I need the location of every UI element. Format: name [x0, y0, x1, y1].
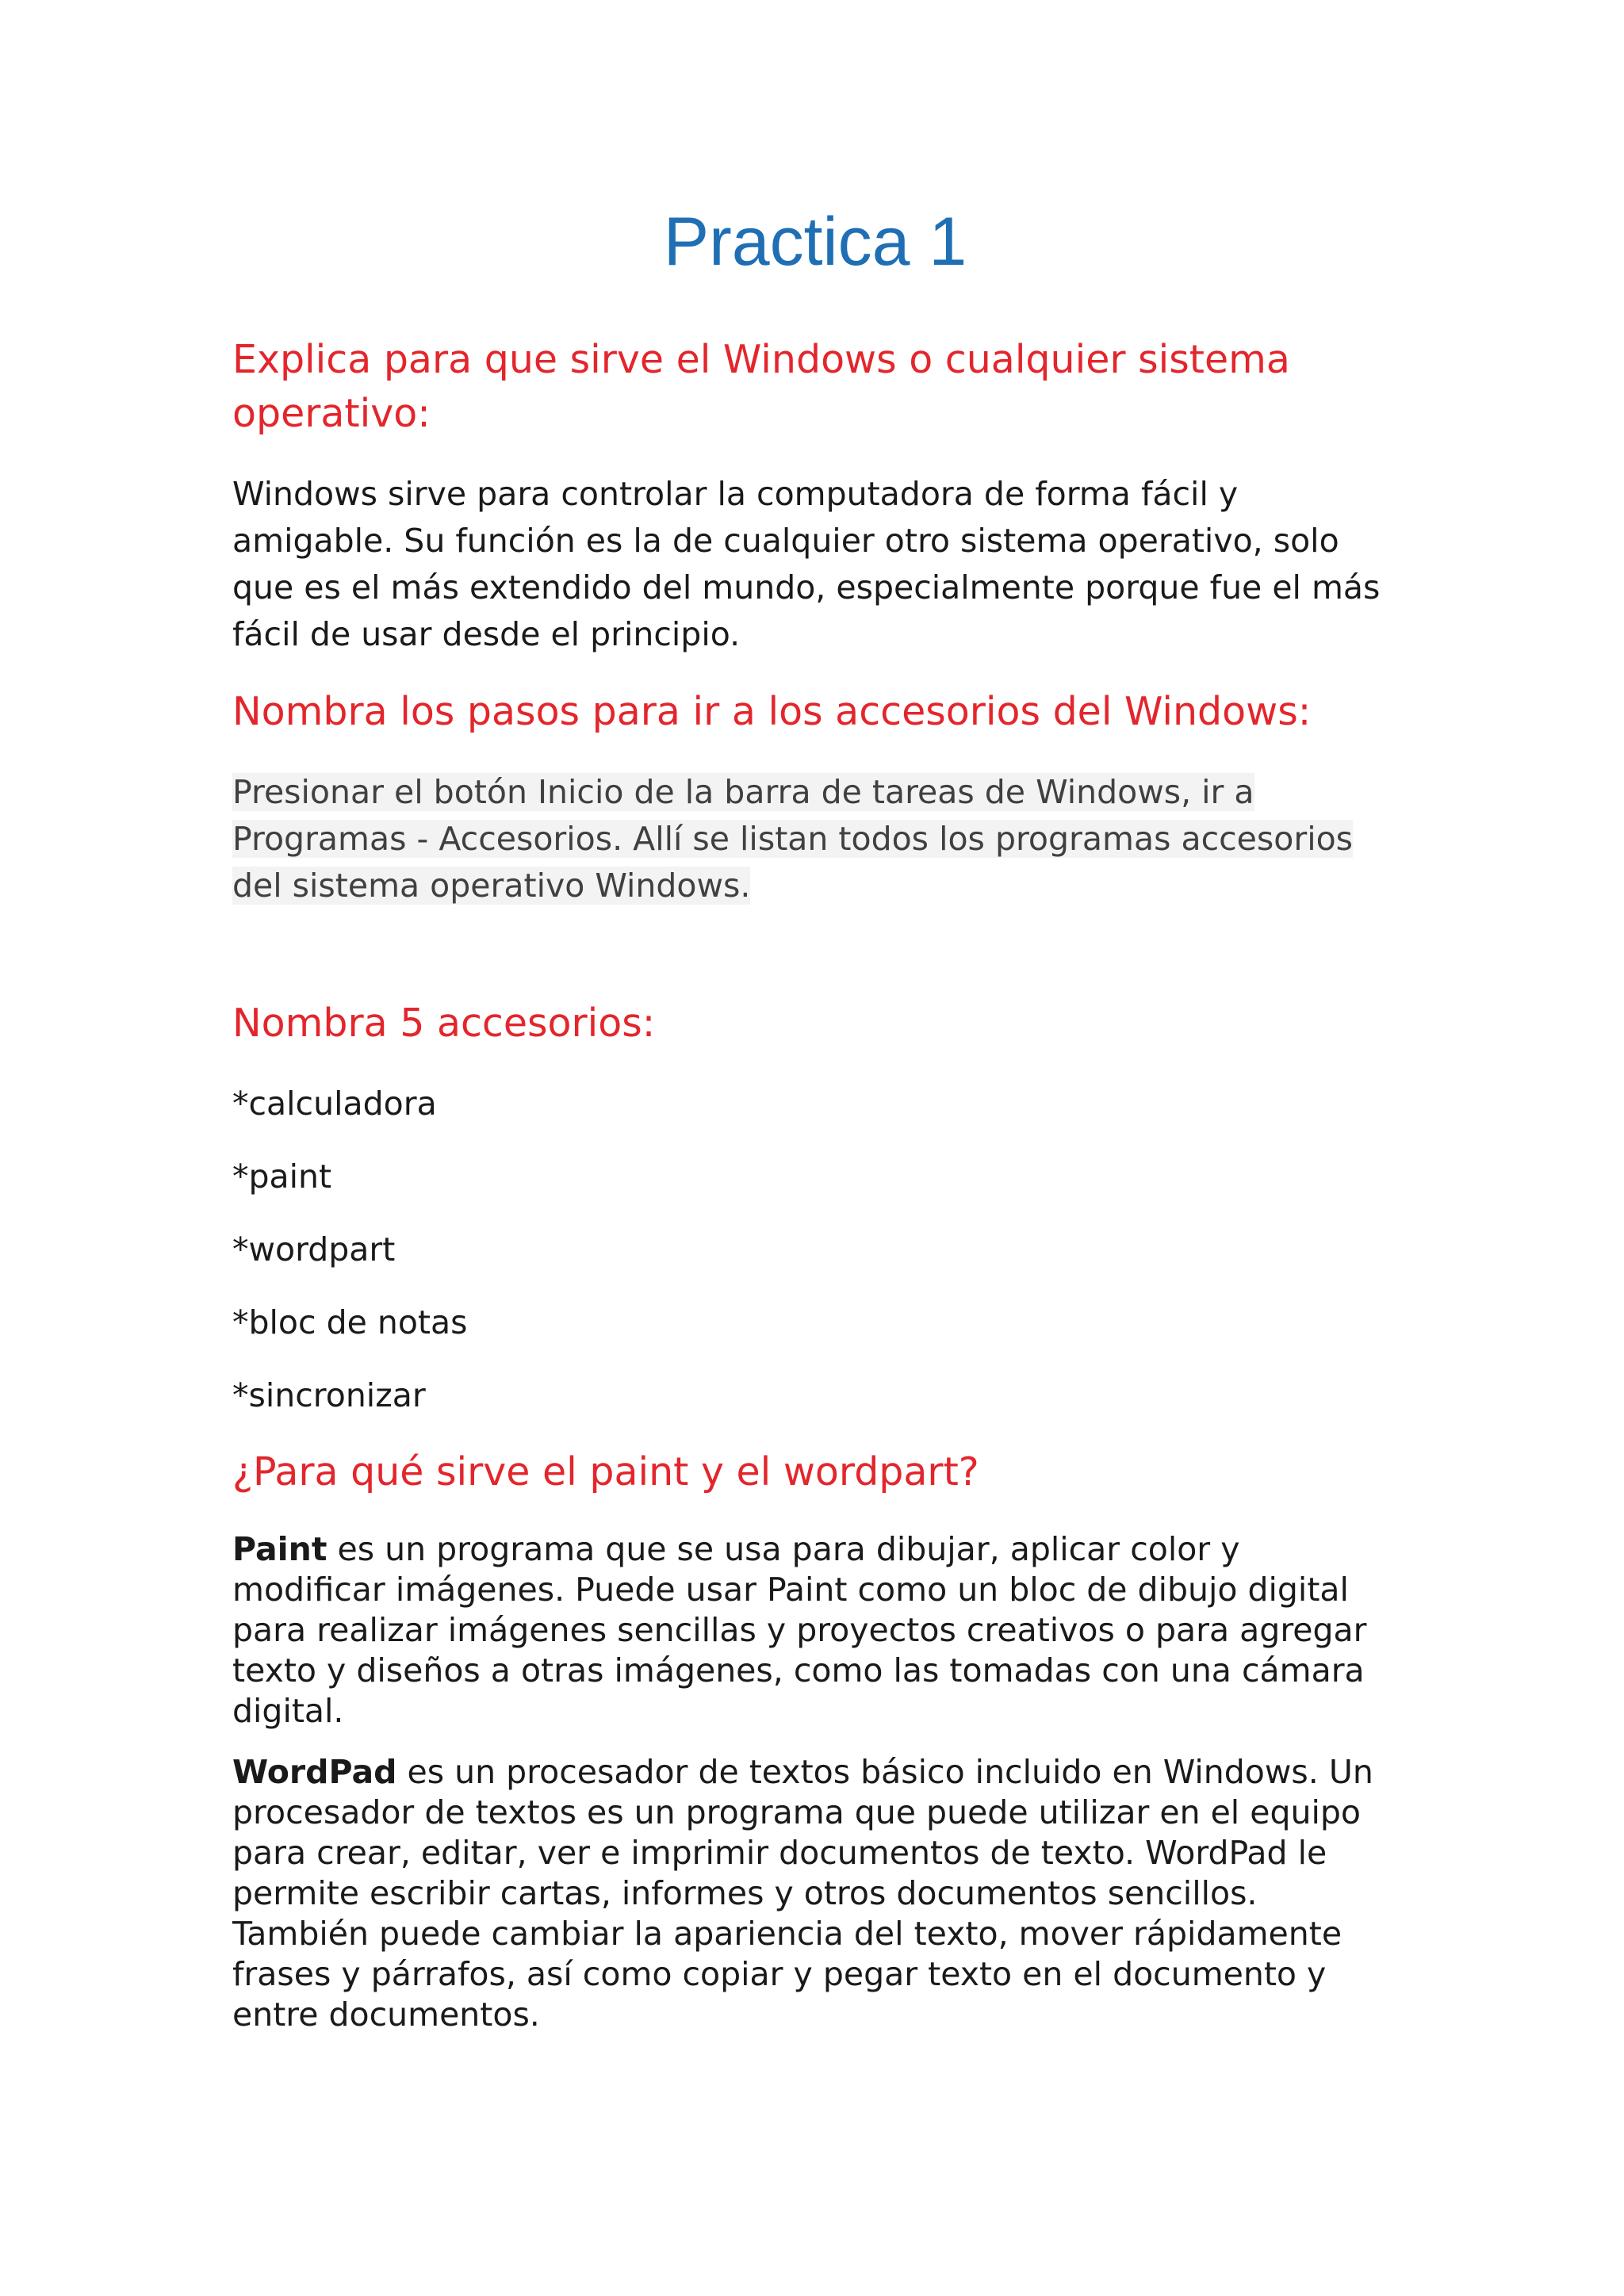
question-3-heading: Nombra 5 accesorios:: [232, 1001, 656, 1046]
page-title: Practica 1: [663, 204, 967, 280]
question-1-answer: Windows sirve para controlar la computadora de forma fácil y amigable. Su función es la de cualquier otro sistema operativo, solo que es el más extendido del mundo, especialmente porque fue el más fácil de usar desde el principio.: [232, 475, 1381, 653]
question-2-answer-block: [232, 769, 1398, 909]
document-content: [232, 190, 1398, 2056]
list-item: *calculadora: [232, 1085, 437, 1123]
list-item: *wordpart: [232, 1230, 396, 1269]
wordpad-description: es un procesador de textos básico incluido en Windows. Un procesador de textos es un programa que puede utilizar en el equipo para crear, editar, ver e imprimir documentos de texto. WordPad le permite escribir cartas, informes y otros documentos sencillos. También puede cambiar la apariencia del texto, mover rápidamente frases y párrafos, así como copiar y pegar texto en el documento y entre documentos.: [232, 1753, 1373, 2034]
question-2-heading: Nombra los pasos para ir a los accesorios del Windows:: [232, 689, 1312, 734]
paint-term: Paint: [232, 1530, 327, 1568]
list-item: *paint: [232, 1158, 332, 1196]
paint-paragraph: [232, 1529, 1398, 1732]
accessories-list: [232, 1081, 1398, 1419]
question-1-heading: Explica para que sirve el Windows o cualquier sistema operativo:: [232, 337, 1290, 436]
list-item: *sincronizar: [232, 1376, 426, 1414]
question-4-heading: ¿Para qué sirve el paint y el wordpart?: [232, 1449, 979, 1494]
wordpad-paragraph: [232, 1752, 1398, 2035]
wordpad-term: WordPad: [232, 1753, 397, 1791]
question-2-answer: Presionar el botón Inicio de la barra de tareas de Windows, ir a Programas - Accesorios. Allí se listan todos los programas accesorios del sistema operativo Windows.: [232, 773, 1354, 905]
paint-description: es un programa que se usa para dibujar, aplicar color y modificar imágenes. Puede usar Paint como un bloc de dibujo digital para realizar imágenes sencillas y proyectos creativos o para agregar texto y diseños a otras imágenes, como las tomadas con una cámara digital.: [232, 1530, 1367, 1730]
list-item: *bloc de notas: [232, 1303, 468, 1341]
